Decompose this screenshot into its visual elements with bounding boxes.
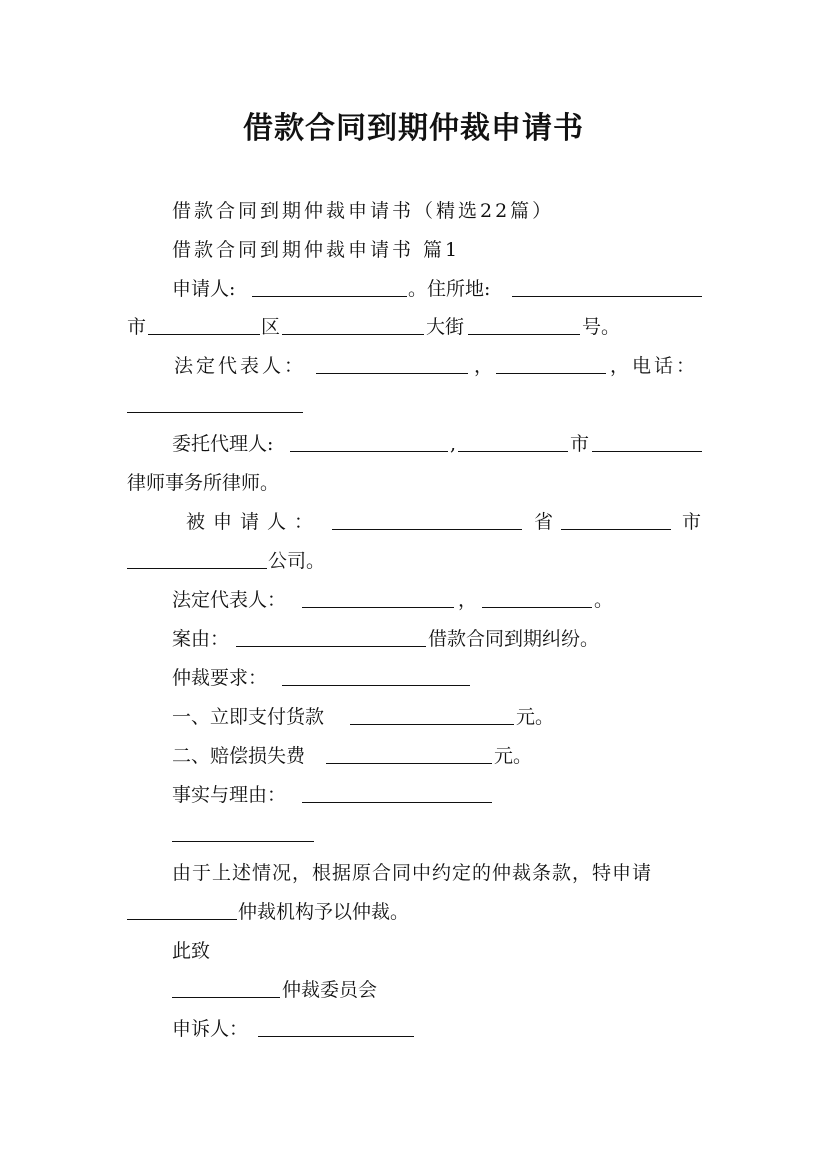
- legal-rep-label: 法定代表人：: [174, 355, 307, 377]
- respondent-label: 被申请人：: [186, 511, 322, 533]
- agent-blank[interactable]: [290, 431, 448, 452]
- phone-label: ，电话：: [610, 355, 699, 377]
- agent-comma: ,: [450, 433, 457, 455]
- claim1-label: 一、立即支付货款: [172, 706, 325, 728]
- agent-label: 委托代理人:: [172, 433, 274, 455]
- legal-rep2-end: 。: [594, 589, 614, 611]
- phone-blank[interactable]: [127, 392, 303, 413]
- claim1-unit: 元。: [516, 706, 555, 728]
- legal-rep2-blank[interactable]: [302, 587, 454, 608]
- company-blank[interactable]: [127, 548, 267, 569]
- section-heading: 借款合同到期仲裁申请书 篇1: [172, 239, 461, 261]
- agent-firm-blank[interactable]: [592, 431, 702, 452]
- address-label: 。住所地:: [408, 278, 491, 300]
- reason-text-2: 仲裁机构予以仲裁。: [238, 901, 410, 923]
- legal-rep-blank[interactable]: [316, 353, 468, 374]
- legal-rep-blank-2[interactable]: [496, 353, 606, 374]
- applicant-label: 申请人:: [172, 278, 236, 300]
- legal-rep-comma: ，: [474, 355, 494, 377]
- case-label: 案由：: [172, 628, 230, 650]
- facts-blank[interactable]: [302, 782, 492, 803]
- city-label: 市: [127, 316, 147, 338]
- legal-rep2-blank-2[interactable]: [482, 587, 592, 608]
- address-blank[interactable]: [512, 276, 702, 297]
- claims-blank[interactable]: [282, 665, 470, 686]
- claim2-unit: 元。: [494, 745, 533, 767]
- salute-text: 此致: [172, 940, 211, 962]
- province-label: 省: [534, 511, 554, 533]
- facts-label: 事实与理由：: [172, 784, 287, 806]
- complainant-blank[interactable]: [258, 1016, 414, 1037]
- street-blank[interactable]: [468, 314, 580, 335]
- law-firm-text: 律师事务所律师。: [127, 472, 280, 494]
- claim1-blank[interactable]: [350, 704, 514, 725]
- claim2-blank[interactable]: [326, 743, 492, 764]
- street-label: 大街: [426, 316, 465, 338]
- claim2-label: 二、赔偿损失费: [172, 745, 306, 767]
- district-blank[interactable]: [282, 314, 424, 335]
- committee-text: 仲裁委员会: [282, 979, 378, 1001]
- number-label: 号。: [582, 316, 621, 338]
- reason-blank[interactable]: [127, 899, 237, 920]
- subtitle: 借款合同到期仲裁申请书（精选22篇）: [172, 200, 555, 222]
- city-blank[interactable]: [148, 314, 260, 335]
- legal-rep2-comma: ，: [458, 589, 478, 611]
- claims-label: 仲裁要求：: [172, 667, 268, 689]
- legal-rep2-label: 法定代表人：: [172, 589, 287, 611]
- document-title: 借款合同到期仲裁申请书: [243, 111, 584, 146]
- agent-city-label: 市: [570, 433, 590, 455]
- reason-text: 由于上述情况，根据原合同中约定的仲裁条款，特申请: [172, 862, 653, 884]
- facts-blank-2[interactable]: [172, 821, 314, 842]
- province-blank[interactable]: [561, 509, 671, 530]
- case-blank[interactable]: [236, 626, 426, 647]
- agent-city-blank[interactable]: [458, 431, 568, 452]
- committee-blank[interactable]: [172, 977, 280, 998]
- respondent-blank[interactable]: [332, 509, 522, 530]
- company-text: 公司。: [268, 550, 326, 572]
- case-text: 借款合同到期纠纷。: [428, 628, 600, 650]
- respondent-city-label: 市: [682, 511, 702, 533]
- district-label: 区: [261, 316, 281, 338]
- complainant-label: 申诉人：: [172, 1018, 249, 1040]
- applicant-blank[interactable]: [252, 276, 407, 297]
